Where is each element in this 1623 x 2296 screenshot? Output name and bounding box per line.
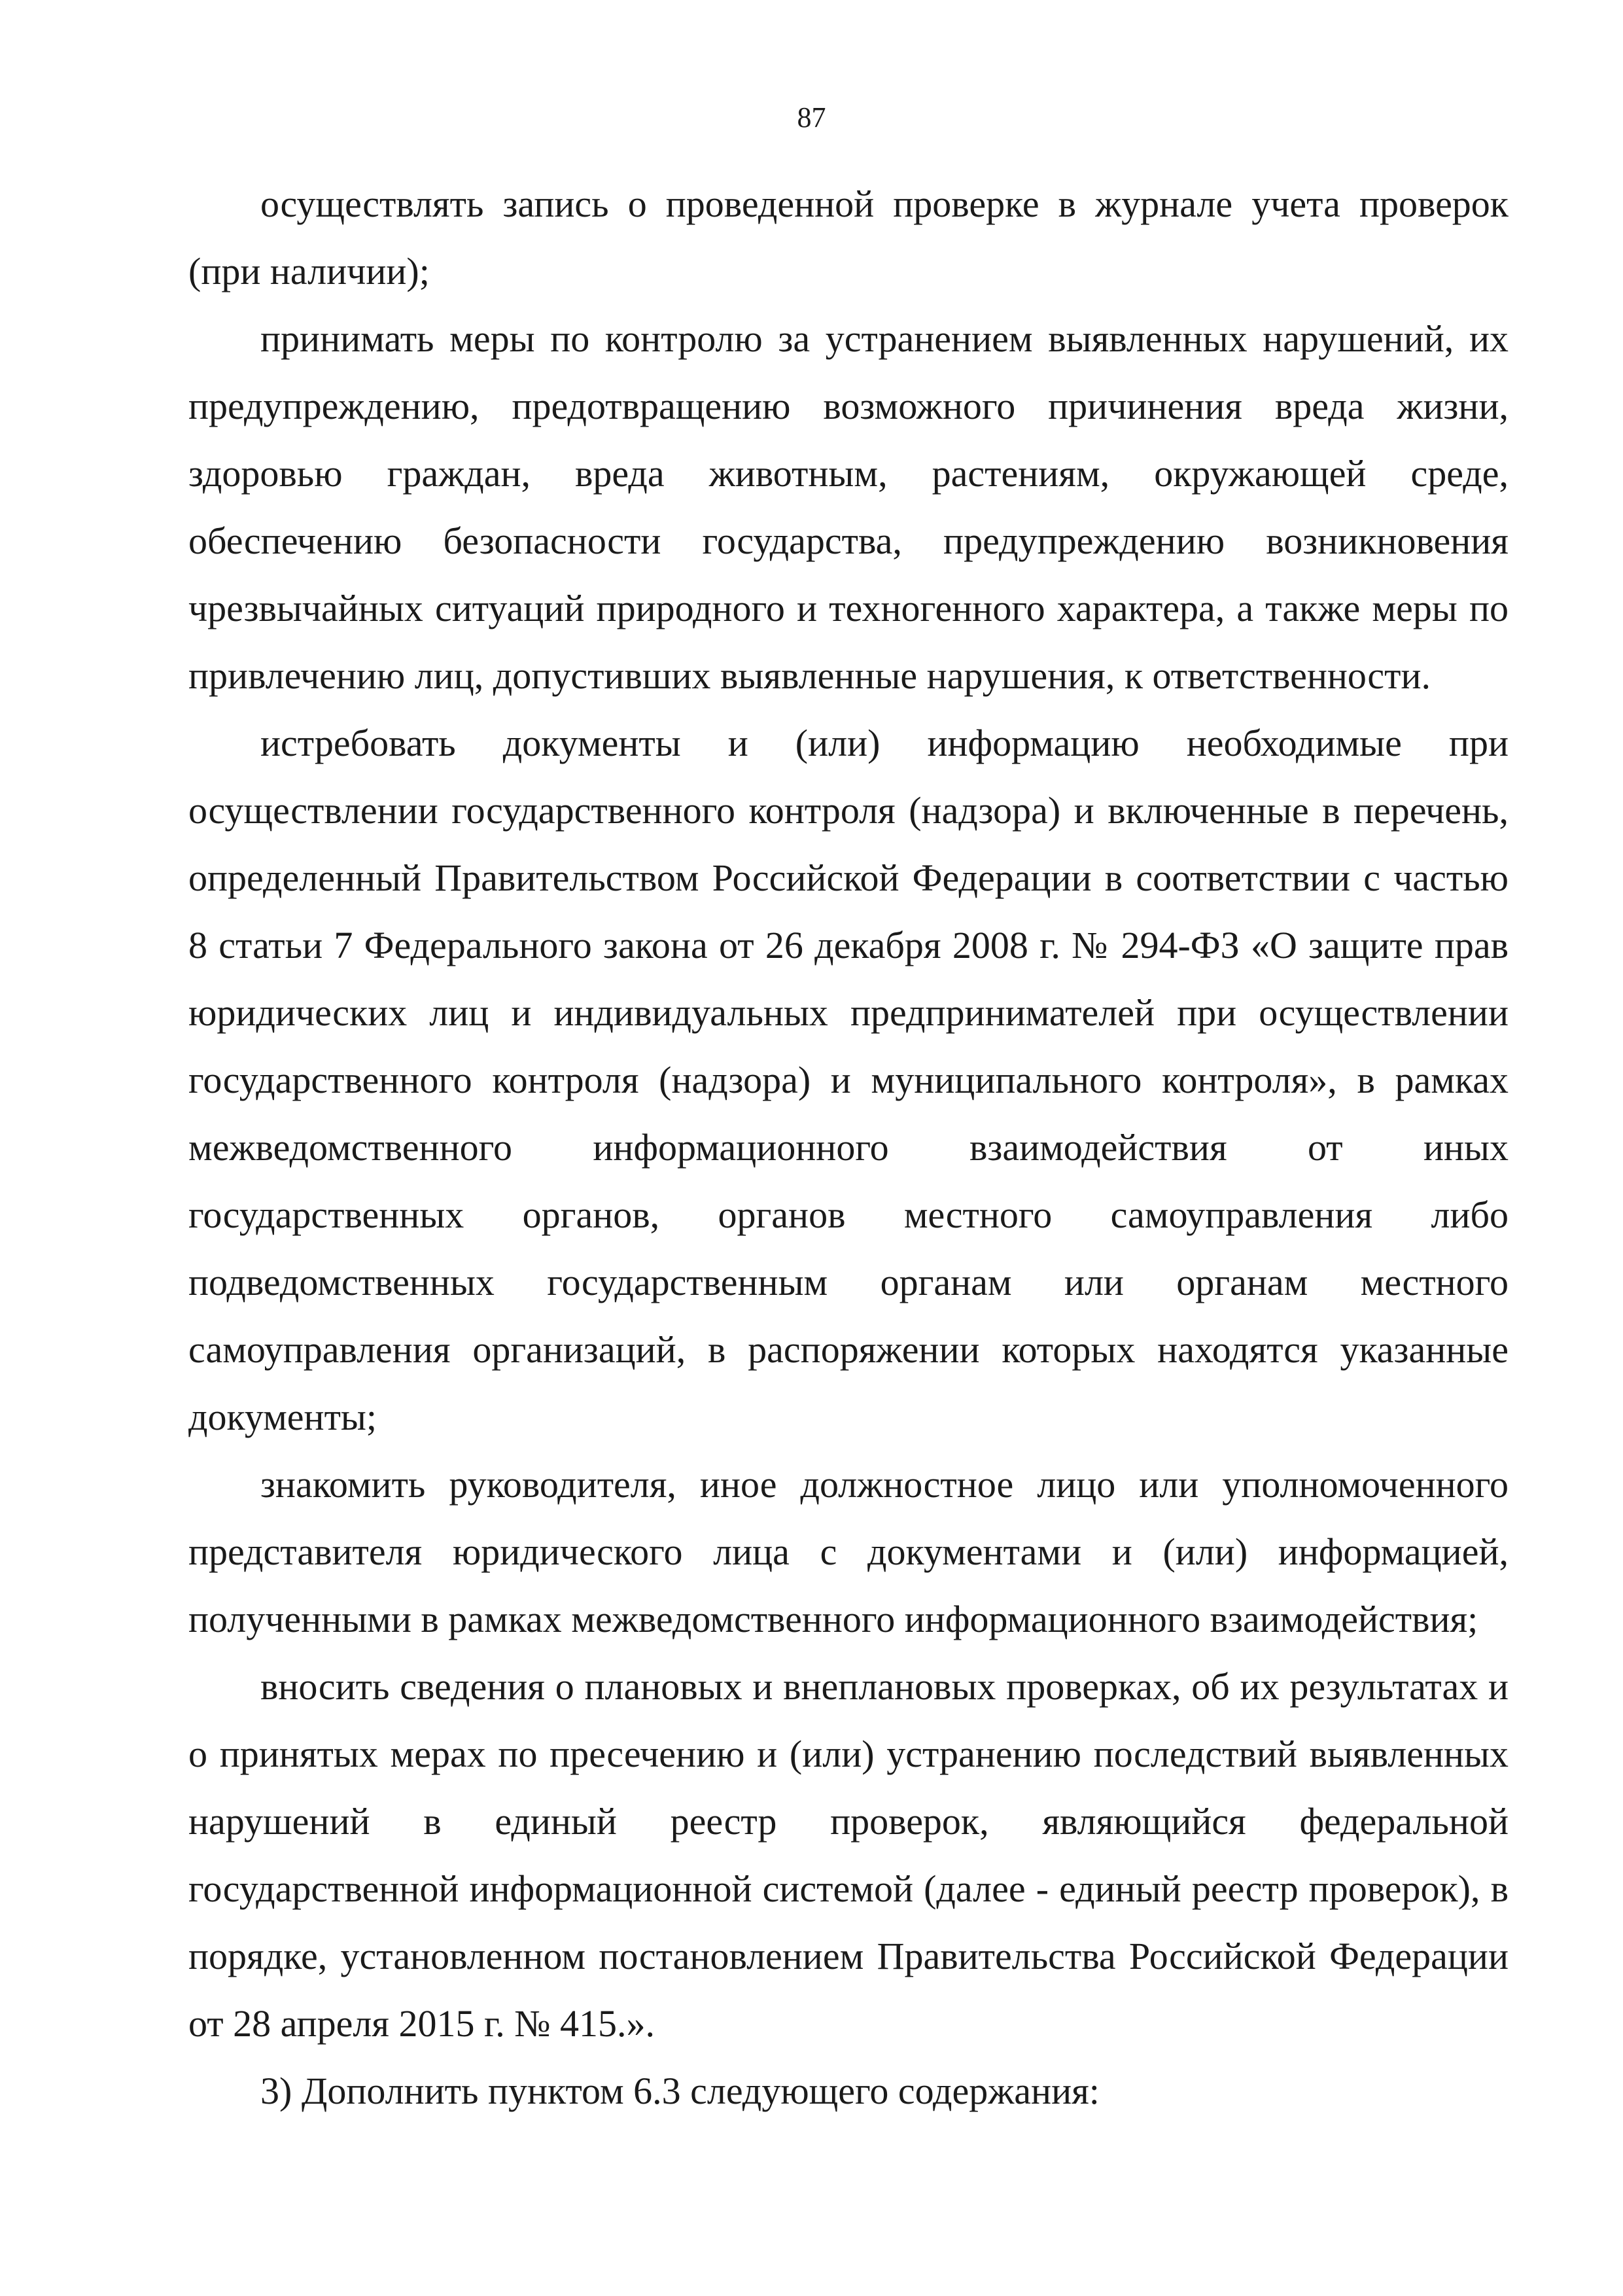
paragraph-record-inspection: осуществлять запись о проведенной проверке в журнале учета проверок (при наличии); xyxy=(188,183,1509,292)
document-body xyxy=(188,170,1509,2125)
paragraph-familiarize: знакомить руководителя, иное должностное лицо или уполномоченного представителя юридического лица с документами и (или) информацией, полученными в рамках межведомственного информационного взаимодействия; xyxy=(188,1463,1509,1640)
paragraph-request-documents: истребовать документы и (или) информацию необходимые при осуществлении государственного контроля (надзора) и включенные в перечень, определенный Правительством Российской Федерации в соответствии с частью 8 статьи 7 Федерального закона от 26 декабря 2008 г. № 294-ФЗ «О защите прав юридических лиц и индивидуальных предпринимателей при осуществлении государственного контроля (надзора) и муниципального контроля», в рамках межведомственного информационного взаимодействия от иных государственных органов, органов местного самоуправления либо подведомственных государственным органам или органам местного самоуправления организаций, в распоряжении которых находятся указанные документы; xyxy=(188,722,1509,1438)
paragraph-control-measures: принимать меры по контролю за устранением выявленных нарушений, их предупреждению, предотвращению возможного причинения вреда жизни, здоровью граждан, вреда животным, растениям, окружающей среде, обеспечению безопасности государства, предупреждению возникновения чрезвычайных ситуаций природного и техногенного характера, а также меры по привлечению лиц, допустивших выявленные нарушения, к ответственности. xyxy=(188,317,1509,697)
page-number: 87 xyxy=(797,101,826,133)
paragraph-add-clause: 3) Дополнить пунктом 6.3 следующего содержания: xyxy=(260,2070,1100,2112)
paragraph-register-entries: вносить сведения о плановых и внеплановых проверках, об их результатах и о принятых мерах по пресечению и (или) устранению последствий выявленных нарушений в единый реестр проверок, являющийся федеральной государственной информационной системой (далее - единый реестр проверок), в порядке, установленном постановлением Правительства Российской Федерации от 28 апреля 2015 г. № 415.». xyxy=(188,1665,1509,2045)
